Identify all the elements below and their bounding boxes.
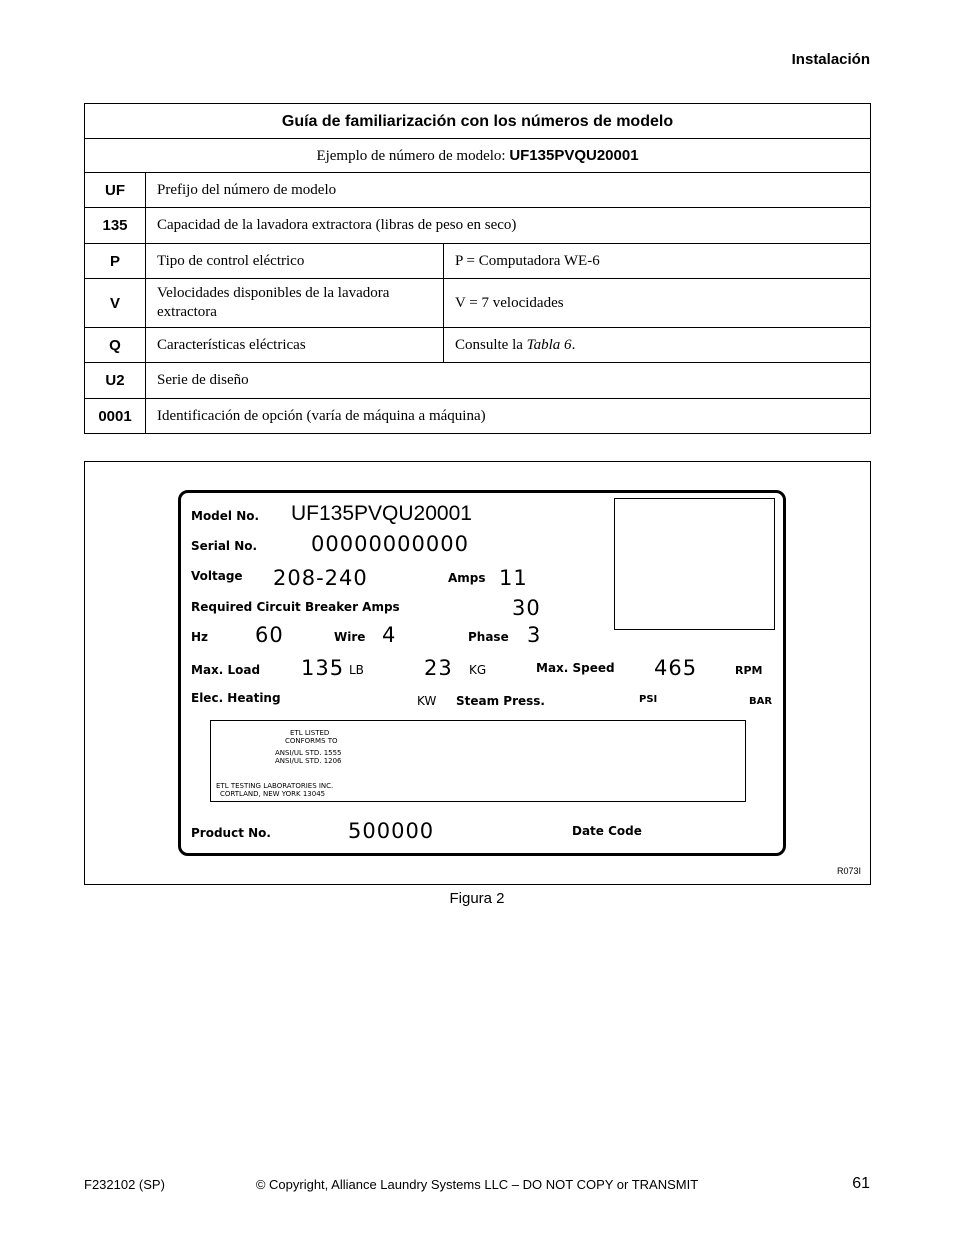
value-suffix: . bbox=[571, 336, 576, 353]
breaker-label: Required Circuit Breaker Amps bbox=[191, 600, 400, 614]
lb-unit: LB bbox=[349, 663, 364, 677]
hz-label: Hz bbox=[191, 630, 209, 644]
model-number-table bbox=[84, 103, 871, 434]
row-value: V = 7 velocidades bbox=[444, 279, 871, 328]
table-row bbox=[85, 328, 871, 363]
maxload-lb-value: 135 bbox=[301, 656, 345, 680]
etl-line: ANSI/UL STD. 1206 bbox=[275, 757, 342, 765]
amps-value: 11 bbox=[499, 566, 528, 590]
row-description: Tipo de control eléctrico bbox=[146, 244, 444, 279]
etl-listing-box bbox=[210, 720, 746, 802]
row-description: Características eléctricas bbox=[146, 328, 444, 363]
row-description: Serie de diseño bbox=[146, 363, 871, 399]
page-number: 61 bbox=[852, 1175, 870, 1192]
bar-unit: BAR bbox=[749, 696, 773, 707]
row-code: 0001 bbox=[85, 399, 146, 434]
table-row bbox=[85, 173, 871, 208]
heating-label: Elec. Heating bbox=[191, 691, 281, 705]
breaker-value: 30 bbox=[512, 596, 541, 620]
serial-value: 00000000000 bbox=[311, 532, 469, 556]
table-reference-link[interactable]: Tabla 6 bbox=[526, 336, 572, 353]
voltage-label: Voltage bbox=[191, 569, 243, 583]
product-label: Product No. bbox=[191, 826, 271, 840]
maxload-kg-value: 23 bbox=[424, 656, 453, 680]
section-header: Instalación bbox=[791, 51, 870, 68]
product-value: 500000 bbox=[348, 819, 435, 843]
wire-label: Wire bbox=[334, 630, 366, 644]
row-description: Identificación de opción (varía de máquina a máquina) bbox=[146, 399, 871, 434]
etl-line: CONFORMS TO bbox=[285, 737, 338, 745]
example-label: Ejemplo de número de modelo: bbox=[316, 147, 510, 164]
row-description: Capacidad de la lavadora extractora (libras de peso en seco) bbox=[146, 208, 871, 244]
phase-label: Phase bbox=[468, 630, 509, 644]
row-code: P bbox=[85, 244, 146, 279]
table-row bbox=[85, 208, 871, 244]
datecode-label: Date Code bbox=[572, 824, 642, 838]
kg-unit: KG bbox=[469, 663, 487, 677]
table-row bbox=[85, 363, 871, 399]
maxload-label: Max. Load bbox=[191, 663, 261, 677]
phase-value: 3 bbox=[527, 623, 542, 647]
table-row bbox=[85, 399, 871, 434]
etl-line: ETL TESTING LABORATORIES INC. bbox=[216, 782, 334, 790]
table-row bbox=[85, 279, 871, 328]
row-value: P = Computadora WE-6 bbox=[444, 244, 871, 279]
figure-caption: Figura 2 bbox=[449, 890, 505, 907]
row-code: 135 bbox=[85, 208, 146, 244]
footer-copyright: © Copyright, Alliance Laundry Systems LLC – DO NOT COPY or TRANSMIT bbox=[255, 1177, 699, 1192]
row-description: Prefijo del número de modelo bbox=[146, 173, 871, 208]
serial-plate bbox=[178, 490, 786, 856]
footer-doc-id: F232102 (SP) bbox=[84, 1177, 165, 1192]
voltage-value: 208-240 bbox=[273, 566, 368, 590]
table-example bbox=[85, 139, 871, 173]
row-value bbox=[444, 328, 871, 363]
model-value: UF135PVQU20001 bbox=[291, 502, 472, 525]
row-code: V bbox=[85, 279, 146, 328]
serial-label: Serial No. bbox=[191, 539, 258, 553]
row-code: U2 bbox=[85, 363, 146, 399]
table-row bbox=[85, 244, 871, 279]
example-model-number: UF135PVQU20001 bbox=[509, 146, 639, 164]
row-description: Velocidades disponibles de la lavadora extractora bbox=[146, 279, 444, 328]
wire-value: 4 bbox=[382, 623, 397, 647]
rpm-unit: RPM bbox=[735, 664, 763, 677]
hz-value: 60 bbox=[255, 623, 284, 647]
table-title: Guía de familiarización con los números de modelo bbox=[85, 104, 871, 139]
etl-line: CORTLAND, NEW YORK 13045 bbox=[220, 790, 326, 798]
row-code: UF bbox=[85, 173, 146, 208]
value-prefix: Consulte la bbox=[455, 336, 527, 353]
psi-unit: PSI bbox=[639, 694, 658, 705]
amps-label: Amps bbox=[448, 571, 486, 585]
kw-unit: KW bbox=[417, 694, 437, 708]
maxspeed-value: 465 bbox=[654, 656, 698, 680]
steam-label: Steam Press. bbox=[456, 694, 545, 708]
etl-line: ETL LISTED bbox=[290, 729, 330, 737]
maxspeed-label: Max. Speed bbox=[536, 661, 615, 675]
model-label: Model No. bbox=[191, 509, 260, 523]
row-code: Q bbox=[85, 328, 146, 363]
figure-reference-code: R073I bbox=[836, 866, 861, 876]
etl-line: ANSI/UL STD. 1555 bbox=[275, 749, 342, 757]
plate-blank-area bbox=[614, 498, 775, 630]
